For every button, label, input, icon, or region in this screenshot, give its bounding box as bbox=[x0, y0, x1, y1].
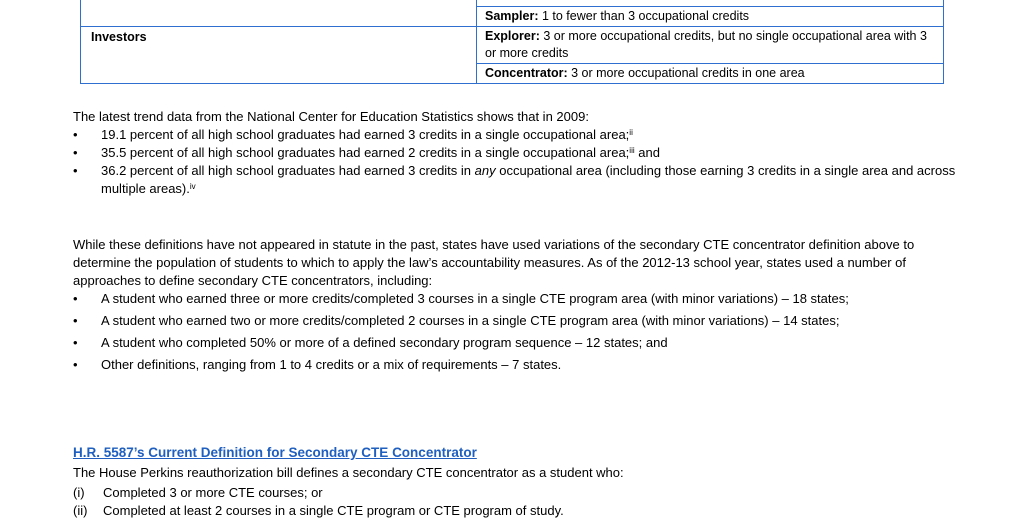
bullet-icon: • bbox=[73, 313, 78, 328]
bullet-icon: • bbox=[73, 127, 78, 142]
definitions-list bbox=[73, 290, 963, 374]
list-item: (i) Completed 3 or more CTE courses; or bbox=[73, 485, 323, 500]
bullet-icon: • bbox=[73, 163, 78, 178]
trend-list bbox=[73, 126, 963, 198]
list-item: • 35.5 percent of all high school graduates had earned 2 credits in a single occupational area;$^{iii}$ and bbox=[73, 145, 660, 160]
list-item: • 36.2 percent of all high school graduates had earned 3 credits in any occupational area (including those earning 3 credits in a single area and across multiple areas).$^{iv}$ bbox=[73, 163, 956, 196]
hr-intro: The House Perkins reauthorization bill defines a secondary CTE concentrator as a student who: bbox=[73, 465, 624, 480]
list-item: • A student who earned two or more credits/completed 2 courses in a single CTE program area (with minor variations) – 14 states; bbox=[73, 313, 840, 328]
trend-intro: The latest trend data from the National Center for Education Statistics shows that in 2009: bbox=[73, 109, 589, 124]
table-row bbox=[81, 26, 943, 83]
table-cell-investors: Investors bbox=[81, 27, 477, 83]
table-cell-cut bbox=[477, 0, 943, 7]
definitions-intro: While these definitions have not appeared in statute in the past, states have used variations of the secondary CTE concentrator definition above to determine the population of students to which to apply the law’s accountability measures. As of the 2012-13 school year, states used a number of approaches to define secondary CTE concentrators, including: bbox=[73, 237, 915, 288]
table-cell-sampler: Sampler: 1 to fewer than 3 occupational credits bbox=[485, 9, 750, 23]
typology-table bbox=[80, 0, 944, 84]
table-cell-empty bbox=[81, 0, 477, 26]
bullet-icon: • bbox=[73, 357, 78, 372]
bullet-icon: • bbox=[73, 291, 78, 306]
list-item: • Other definitions, ranging from 1 to 4 credits or a mix of requirements – 7 states. bbox=[73, 357, 562, 372]
hr-list bbox=[73, 484, 564, 520]
list-item: • 19.1 percent of all high school graduates had earned 3 credits in a single occupational area;$^{ii}$ bbox=[73, 127, 633, 142]
list-item: • A student who earned three or more credits/completed 3 courses in a single CTE program area (with minor variations) – 18 states; bbox=[73, 291, 849, 306]
table-row bbox=[81, 0, 943, 26]
list-item: • A student who completed 50% or more of a defined secondary program sequence – 12 states; and bbox=[73, 335, 668, 350]
bullet-icon: • bbox=[73, 335, 78, 350]
bullet-icon: • bbox=[73, 145, 78, 160]
table-cell-concentrator: Concentrator: 3 or more occupational credits in one area bbox=[485, 66, 805, 80]
section-heading-link[interactable]: H.R. 5587’s Current Definition for Secondary CTE Concentrator bbox=[73, 445, 477, 460]
table-cell-explorer: Explorer: 3 or more occupational credits, but no single occupational area with 3 or more credits bbox=[477, 27, 943, 64]
list-item: (ii) Completed at least 2 courses in a single CTE program or CTE program of study. bbox=[73, 503, 564, 518]
